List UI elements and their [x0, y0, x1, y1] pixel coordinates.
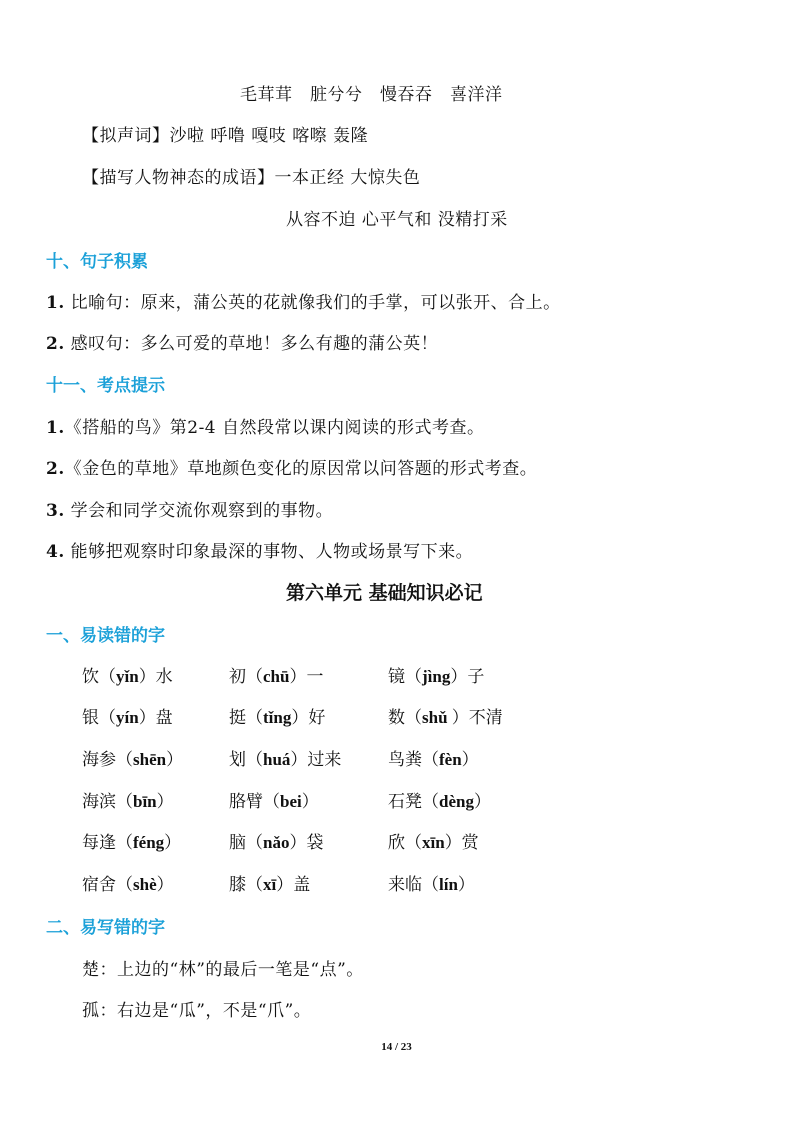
list-item: 2. 感叹句：多么可爱的草地！多么有趣的蒲公英！	[46, 334, 439, 354]
pinyin-entry: 镜（jìng）子	[388, 667, 485, 687]
list-item: 2.《金色的草地》草地颜色变化的原因常以问答题的形式考查。	[46, 459, 538, 479]
pinyin-entry: 欣（xīn）赏	[388, 833, 479, 853]
list-item: 1.《搭船的鸟》第2-4 自然段常以课内阅读的形式考查。	[46, 418, 485, 438]
pinyin-entry: 海滨（bīn）	[82, 792, 174, 812]
pinyin-entry: 初（chū）一	[229, 667, 324, 687]
list-item: 1. 比喻句：原来，蒲公英的花就像我们的手掌，可以张开、合上。	[46, 293, 561, 313]
list-item: 4. 能够把观察时印象最深的事物、人物或场景写下来。	[46, 542, 474, 562]
pinyin-entry: 鸟粪（fèn）	[388, 750, 479, 770]
pinyin-entry: 脑（nǎo）袋	[229, 833, 324, 853]
onomatopoeia-words: 【拟声词】沙啦 呼噜 嘎吱 喀嚓 轰隆	[82, 126, 369, 146]
list-item: 孤：右边是“瓜”，不是“爪”。	[82, 1001, 312, 1021]
reduplicated-words: 毛茸茸 脏兮兮 慢吞吞 喜洋洋	[240, 85, 503, 105]
pinyin-entry: 胳臂（bei）	[229, 792, 319, 812]
pinyin-entry: 银（yín）盘	[82, 708, 173, 728]
list-item: 楚：上边的“林”的最后一笔是“点”。	[82, 960, 364, 980]
pinyin-entry: 划（huá）过来	[229, 750, 342, 770]
pinyin-entry: 挺（tǐng）好	[229, 708, 326, 728]
list-item: 3. 学会和同学交流你观察到的事物。	[46, 501, 334, 521]
pinyin-entry: 海参（shēn）	[82, 750, 184, 770]
expression-idioms-line-2: 从容不迫 心平气和 没精打采	[286, 210, 508, 230]
pinyin-entry: 数（shǔ ）不清	[388, 708, 503, 728]
pinyin-entry: 来临（lín）	[388, 875, 475, 895]
section-heading-easy-misread: 一、易读错的字	[46, 626, 165, 646]
page-number: 14 / 23	[381, 1041, 412, 1053]
section-heading-easy-miswrite: 二、易写错的字	[46, 918, 165, 938]
pinyin-entry: 宿舍（shè）	[82, 875, 174, 895]
unit-title: 第六单元 基础知识必记	[286, 582, 483, 604]
pinyin-entry: 每逢（féng）	[82, 833, 182, 853]
section-heading-exam-tips: 十一、考点提示	[46, 376, 165, 396]
pinyin-entry: 石凳（dèng）	[388, 792, 491, 812]
expression-idioms-line-1: 【描写人物神态的成语】一本正经 大惊失色	[82, 168, 421, 188]
pinyin-entry: 饮（yǐn）水	[82, 667, 173, 687]
pinyin-entry: 膝（xī）盖	[229, 875, 311, 895]
section-heading-sentences: 十、句子积累	[46, 252, 148, 272]
